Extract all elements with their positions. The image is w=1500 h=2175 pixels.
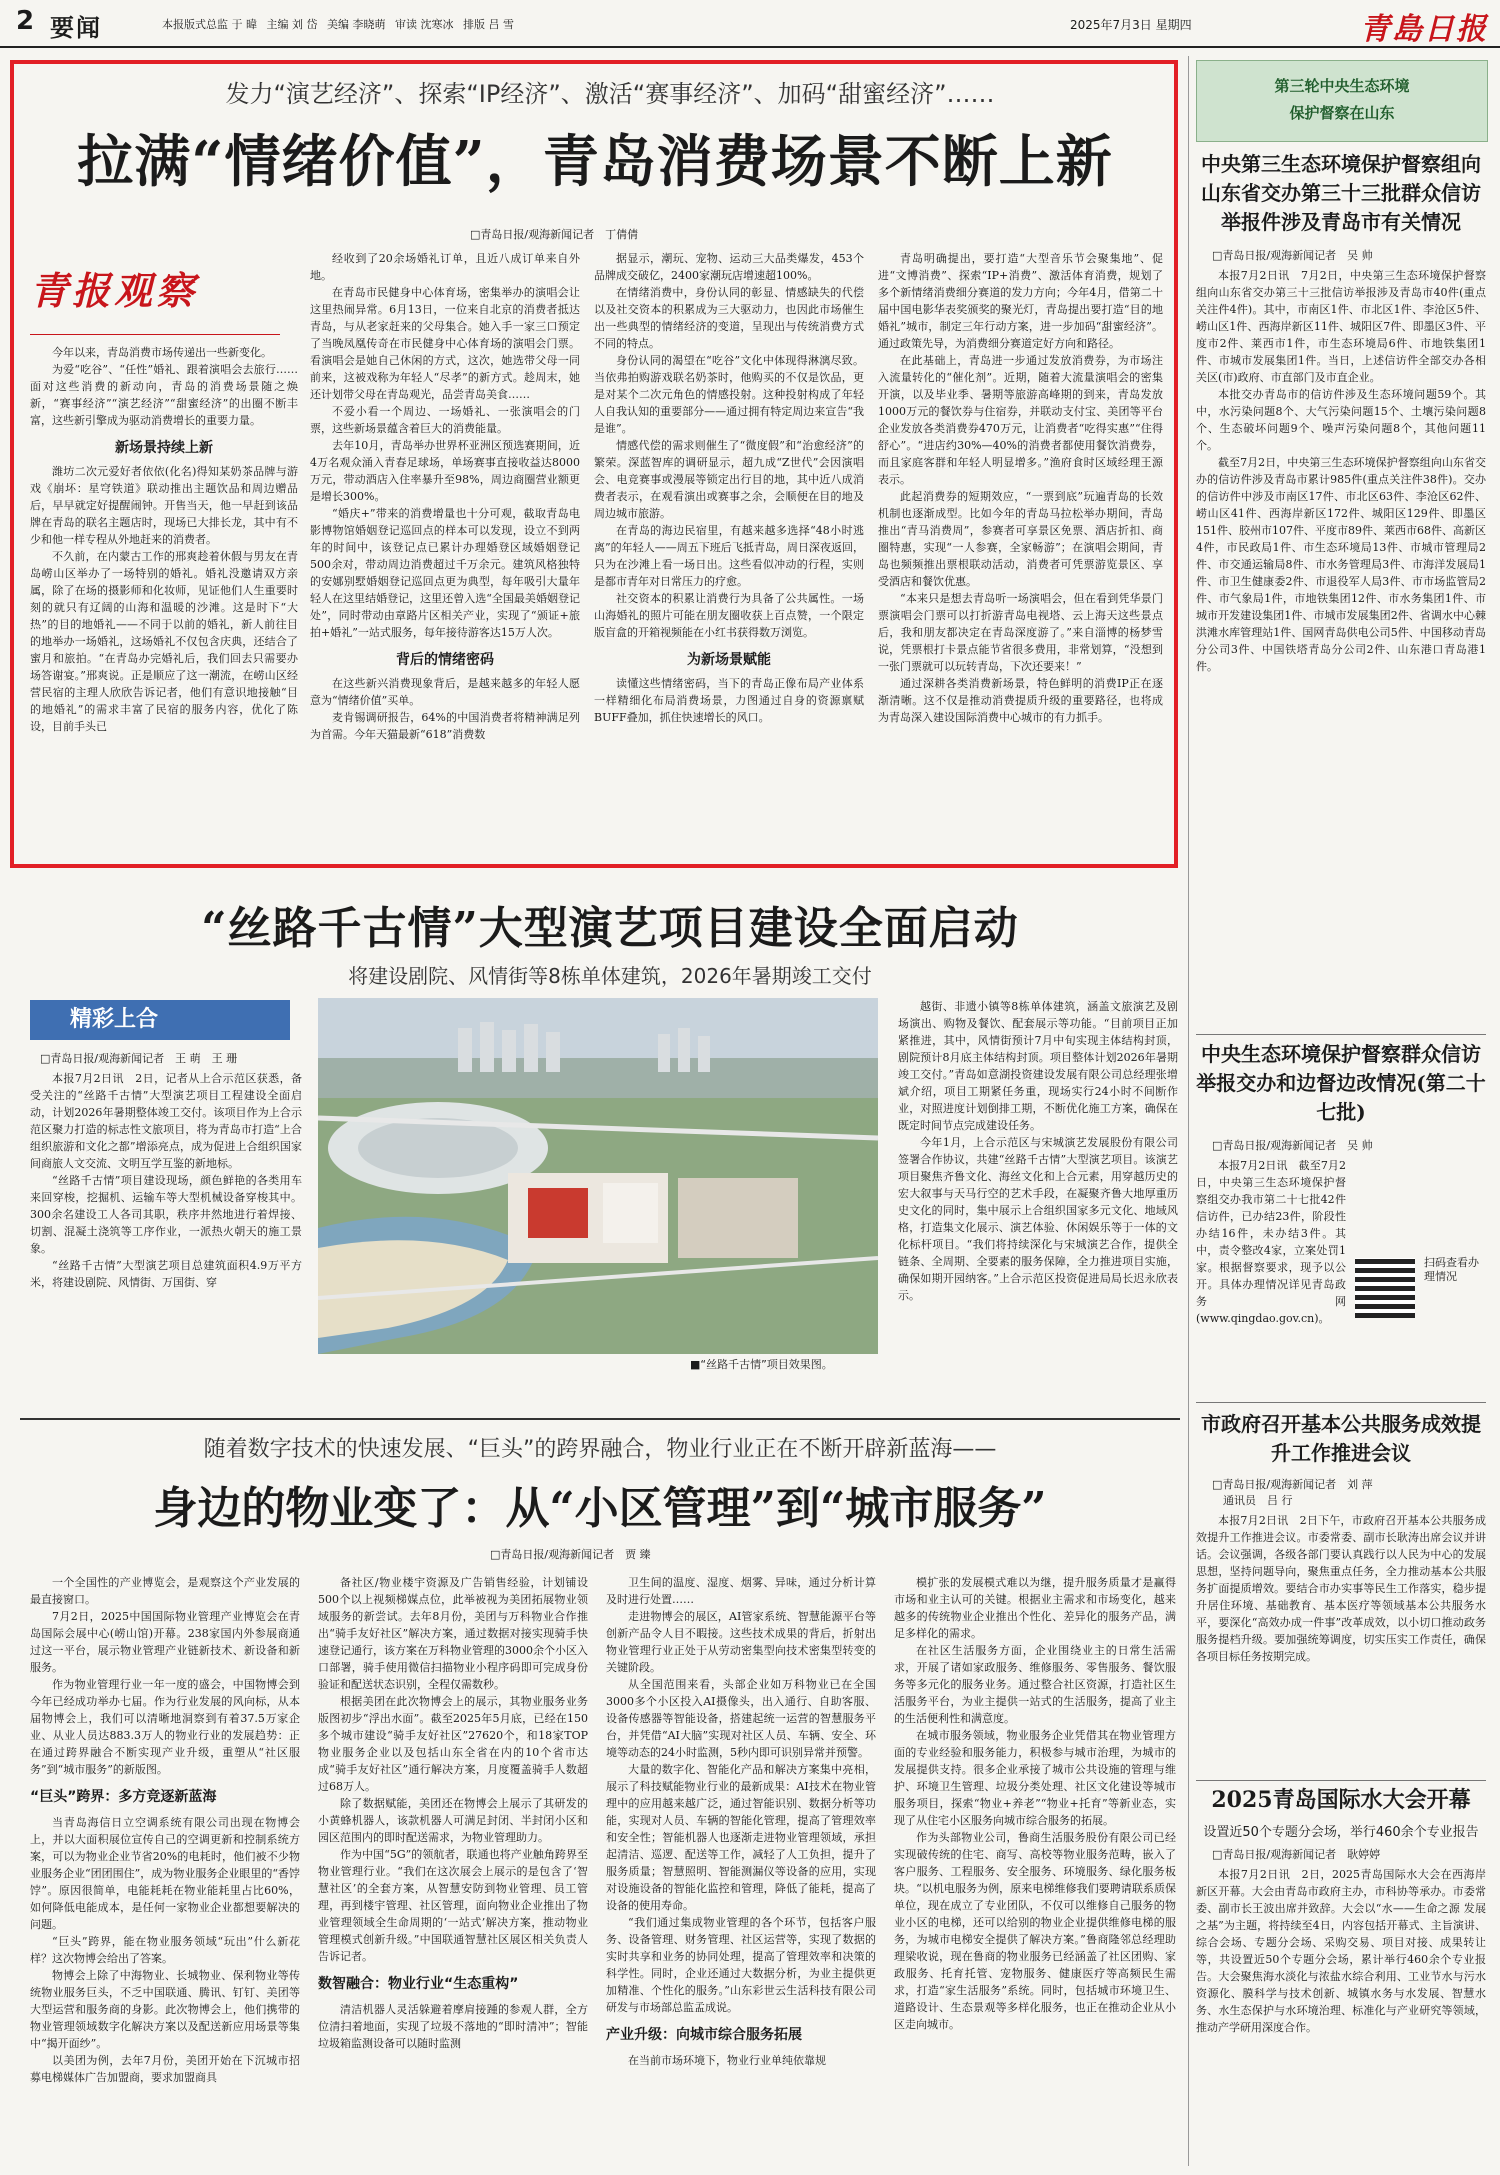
paragraph: 作为物业管理行业一年一度的盛会，中国物博会到今年已经成功举办七届。作为行业发展的风向标，从本届物博会上，我们可以清晰地洞察到有着37.5万家企业、从业人员达883.3万人的物业行业的发展趋势：正在通过跨界融合不断实现产业升级，重塑从“社区服务”到“城市服务”的新版图。 bbox=[30, 1678, 300, 1776]
lead-column-4 bbox=[878, 250, 1163, 726]
qr-code-icon[interactable] bbox=[1355, 1258, 1415, 1318]
paragraph: 今年以来，青岛消费市场传递出一些新变化。 bbox=[52, 346, 272, 359]
paragraph: 在这些新兴消费现象背后，是越来越多的年轻人愿意为“情绪价值”买单。 bbox=[310, 677, 580, 707]
issue-date: 2025年7月3日 星期四 bbox=[1070, 18, 1192, 32]
paragraph: 在当前市场环境下，物业行业单纯依靠规 bbox=[628, 2054, 826, 2067]
story3-column-2 bbox=[318, 1574, 588, 2052]
story2-byline: □青岛日报/观海新闻记者 王 萌 王 珊 bbox=[40, 1052, 238, 1065]
paragraph: 截至7月2日，中央第三生态环境保护督察组向山东省交办的信访件涉及青岛市累计985件(重点关注件38件)。交办的信访件中涉及市南区17件、市北区63件、李沧区62件、崂山区41件、西海岸新区172件、城阳区129件、即墨区151件、胶州市107件、平度市89件、莱西市68件、高新区4件，市民政局1件、市生态环境局13件、市城市管理局2件、市交通运输局8件、市水务管理局3件、市海洋发展局1件、市卫生健康委2件、市退役军人局3件、市市场监管局2件、市气象局1件，市地铁集团12件、市水务集团1件、市城市开发建设集团1件、市城市发展集团2件、省调水中心棘洪滩水库管理站1件、国网青岛供电公司5件、中国移动青岛分公司3件、中国铁塔青岛分公司2件、山东港口青岛港1件。 bbox=[1196, 456, 1486, 673]
paragraph: 大量的数字化、智能化产品和解决方案集中亮相，展示了科技赋能物业行业的最新成果：AI技术在物业管理中的应用越来越广泛，通过智能识别、数据分析等功能，实现对人员、车辆的智能化管理，提高了管理效率和安全性；智能机器人也逐渐走进物业管理领域，承担起清洁、巡逻、配送等工作，减轻了人工负担，提升了服务质量；智慧照明、智能测漏仪等设备的应用，实现对设施设备的智能化监控和管理，降低了能耗，提高了设备的使用寿命。 bbox=[606, 1763, 876, 1912]
paragraph: 据显示，潮玩、宠物、运动三大品类爆发，453个品牌成交破亿，2400家潮玩店增速超100%。 bbox=[594, 252, 864, 282]
paragraph: 本报7月2日讯 2日下午，市政府召开基本公共服务成效提升工作推进会议。市委常委、副市长耿涛出席会议并讲话。会议强调，各级各部门要认真践行以人民为中心的发展思想，坚持问题导向，聚焦重点任务，全力推动基本公共服务扩面提质增效。要结合市办实事等民生工作落实，稳步提升居住环境、基础教育、基本医疗等领域基本公共服务水平，要深化“高效办成一件事”改革成效，以小切口推动政务服务提档升级。要加强统筹调度，切实压实工作责任，确保各项目标任务按期完成。 bbox=[1196, 1514, 1486, 1663]
paragraph: “巨头”跨界，能在物业服务领域“玩出”什么新花样？这次物博会给出了答案。 bbox=[30, 1935, 300, 1965]
paragraph: 7月2日，2025中国国际物业管理产业博览会在青岛国际会展中心(崂山馆)开幕。238家国内外参展商通过这一平台，展示物业管理产业链新技术、新设备和新服务。 bbox=[30, 1610, 300, 1674]
banner-line: 保护督察在山东 bbox=[1289, 104, 1395, 122]
paragraph: 身份认同的渴望在“吃谷”文化中体现得淋漓尽致。当依弗拍购游戏联名奶茶时，他购买的不仅是饮品，更是对某个二次元角色的情感投射。这种投射构成了年轻人自我认知的重要部分——通过拥有特定周边来宣告“我是谁”。 bbox=[594, 354, 864, 435]
paragraph: “本来只是想去青岛听一场演唱会，但在看到凭华景门票演唱会门票可以打折游青岛电视塔、云上海天这些景点后，我和朋友都决定在青岛深度游了。”来自淄博的杨梦雪说，凭票根打卡景点能节省很多费用，非常划算，“没想到一张门票就可以玩转青岛，下次还要来！” bbox=[878, 592, 1163, 673]
story3-kicker: 随着数字技术的快速发展、“巨头”的跨界融合，物业行业正在不断开辟新蓝海—— bbox=[203, 1437, 997, 1462]
sidebar-subtitle: 设置近50个专题分会场，举行460余个专业报告 bbox=[1203, 1825, 1479, 1840]
paragraph: 不久前，在内蒙古工作的邢爽趁着休假与男友在青岛崂山区举办了一场特别的婚礼。婚礼没邀请双方亲属，除了在场的摄影师和化妆师，见证他们人生重要时刻的就只有辽阔的山海和温暖的沙滩。这是时下“大热”的目的地婚礼——不同于以前的婚礼，新人前往目的地举办一场婚礼，这场婚礼不仅包含庆典，还结合了蜜月和旅拍。“在青岛办完婚礼后，我们回去只需要办场答谢宴。”邢爽说。正是顺应了这一潮流，在崂山区经营民宿的主理人欣欣告诉记者，他们有意识地接触“目的地婚礼”的需求丰富了民宿的服务内容，优化了陈设，目前手头已 bbox=[30, 550, 298, 733]
sidebar-byline: □青岛日报/观海新闻记者 耿婷婷 bbox=[1212, 1848, 1381, 1861]
story3-headline: 身边的物业变了：从“小区管理”到“城市服务” bbox=[153, 1483, 1047, 1534]
paragraph: 从全国范围来看，头部企业如万科物业已在全国3000多个小区投入AI摄像头，出入通行、自助客服、设备传感器等智能设备，搭建起统一运营的智慧服务平台，并凭借“AI大脑”实现对社区人员、车辆、安全、环境等动态的24小时监测，5秒内即可识别异常并预警。 bbox=[606, 1678, 876, 1759]
sidebar-headline: 市政府召开基本公共服务成效提升工作推进会议 bbox=[1201, 1412, 1481, 1465]
paragraph: 麦肯锡调研报告，64%的中国消费者将精神满足列为首需。今年天猫最新“618”消费数 bbox=[310, 711, 580, 741]
lead-kicker: 发力“演艺经济”、探索“IP经济”、激活“赛事经济”、加码“甜蜜经济”…… bbox=[225, 80, 995, 108]
paragraph: 青岛明确提出，要打造“大型音乐节会聚集地”、促进“文博消费”、探索“IP+消费”、激活体育消费，规划了多个新情绪消费细分赛道的发力方向；今年4月，借第二十届中国电影华表奖颁奖的聚光灯，青岛提出要打造“目的地婚礼”城市，制定三年行动方案，进一步加码“甜蜜经济”。通过政策先导，为消费细分赛道定好方向和路径。 bbox=[878, 252, 1163, 350]
lead-byline: □青岛日报/观海新闻记者 丁倩倩 bbox=[470, 228, 639, 241]
paragraph: 为爱“吃谷”、“任性”婚礼、跟着演唱会去旅行……面对这些消费的新动向，青岛的消费场景随之焕新，“赛事经济”“演艺经济”“甜蜜经济”的出圈不断丰富，这些新引擎成为驱动消费增长的重要力量。 bbox=[30, 363, 298, 427]
lead-column-1 bbox=[30, 344, 298, 735]
sidebar-story-4 bbox=[1196, 1786, 1486, 2036]
sidebar-byline: □青岛日报/观海新闻记者 刘 萍 通讯员 吕 行 bbox=[1212, 1478, 1373, 1507]
story3-column-4 bbox=[894, 1574, 1176, 2033]
paragraph: 本报7月2日讯 2日，2025青岛国际水大会在西海岸新区开幕。大会由青岛市政府主办，市科协等承办。市委常委、副市长王波出席并致辞。大会以“水——生命之源 发展之基”为主题，将持续至4日，内容包括开幕式、主旨演讲、综合会场、专题分会场、采购交易、项目对接、成果转让等，共设置近50个专题分会场，累计举行460余个专业报告。大会聚焦海水淡化与浓盐水综合利用、工业节水与污水资源化、膜科学与技术创新、城镇水务与水发展、智慧水务、水生态保护与水环境治理、标准化与产业研究等领域，推动产学研用深度合作。 bbox=[1196, 1868, 1486, 2034]
divider bbox=[1196, 1402, 1486, 1403]
sidebar-story-3 bbox=[1196, 1410, 1486, 1665]
story2-subtitle: 将建设剧院、风情街等8栋单体建筑，2026年暑期竣工交付 bbox=[348, 964, 872, 988]
subheading: 为新场景赋能 bbox=[687, 652, 771, 668]
paragraph: 走进物博会的展区，AI管家系统、智慧能源平台等创新产品令人目不暇接。这些技术成果的背后，折射出物业管理行业正处于从劳动密集型向技术密集型转变的关键阶段。 bbox=[606, 1610, 876, 1674]
paragraph: 一个全国性的产业博览会，是观察这个产业发展的最直接窗口。 bbox=[30, 1576, 300, 1606]
newspaper-logo: 青島日报 bbox=[1360, 12, 1488, 47]
divider bbox=[20, 1418, 1180, 1420]
paragraph: 备社区/物业楼宇资源及广告销售经验，计划铺设500个以上视频梯媒点位，此举被视为美团拓展物业领域服务的新尝试。去年8月份，美团与万科物业合作推出“骑手友好社区”解决方案，通过数据对接实现骑手快速登记通行，该方案在万科物业管理的3000余个小区入口部署，骑手使用微信扫描物业小程序码即可完成身份验证和配送状态识别，全程仅需数秒。 bbox=[318, 1576, 588, 1691]
editorial-credits bbox=[162, 16, 520, 32]
banner-line: 第三轮中央生态环境 bbox=[1274, 77, 1410, 95]
sidebar-banner bbox=[1196, 60, 1488, 142]
credit-item: 主编 刘 岱 bbox=[266, 18, 318, 31]
sidebar-story-1 bbox=[1196, 150, 1486, 675]
paragraph: “我们通过集成物业管理的各个环节，包括客户服务、设备管理、财务管理、社区运营等，实现了数据的实时共享和业务的协同处理，提高了管理效率和决策的科学性。同时，企业还通过大数据分析，为业主提供更加精准、个性化的服务。”山东彩世云生活科技有限公司研发与市场部总监孟成说。 bbox=[606, 1916, 876, 2014]
paragraph: 社交资本的积累让消费行为具备了公共属性。一场山海婚礼的照片可能在朋友圈收获上百点赞，一个限定版盲盒的开箱视频能在小红书获得数万浏览。 bbox=[594, 592, 864, 639]
divider bbox=[1196, 1034, 1486, 1035]
paragraph: 以美团为例，去年7月份，美团开始在下沉城市招募电梯媒体广告加盟商，要求加盟商具 bbox=[30, 2054, 300, 2084]
story2-headline: “丝路千古情”大型演艺项目建设全面启动 bbox=[201, 903, 1019, 954]
paragraph: 在青岛市民健身中心体育场，密集举办的演唱会让这里热闹异常。6月13日，一位来自北京的消费者抵达青岛，与从老家赶来的父母集合。她入手一家三口预定了当晚凤凰传奇在市民健身中心体育场的演唱会门票。看演唱会是她自己休闲的方式，这次，她选带父母一同前来，这被戏称为年轻人“尽孝”的新方式。趁周末，她还计划带父母在青岛观光，品尝青岛美食…… bbox=[310, 286, 580, 401]
story3-column-3 bbox=[606, 1574, 876, 2069]
story2-right-column bbox=[898, 998, 1178, 1304]
credit-item: 审读 沈寒冰 bbox=[395, 18, 454, 31]
paragraph: 在城市服务领域，物业服务企业凭借其在物业管理方面的专业经验和服务能力，积极参与城市治理，为城市的发展提供支持。很多企业承接了城市公共设施的管理与维护、环境卫生管理、垃圾分类处理、社区文化建设等城市服务项目，探索“物业+养老”“物业+托育”等新业态，实现了从住宅小区服务向城市综合服务的拓展。 bbox=[894, 1729, 1176, 1827]
column-tag: 精彩上合 bbox=[30, 1000, 290, 1040]
credit-item: 本报版式总监 于 暐 bbox=[162, 18, 257, 31]
paragraph: 在此基础上，青岛进一步通过发放消费券，为市场注入流量转化的“催化剂”。近期，随着大流量演唱会的密集开演，以及毕业季、暑期等旅游高峰期的到来，青岛发放1000万元的餐饮券与住宿券，并联动支付宝、美团等平台企业发放各类消费券470万元，让消费者“吃得实惠”“住得舒心”。“进店约30%—40%的消费者都使用餐饮消费券，而且家庭客群和年轻人明显增多。”渔府食时区域经理王源表示。 bbox=[878, 354, 1163, 486]
paragraph: 作为中国“5G”的领航者，联通也将产业触角跨界至物业管理行业。“我们在这次展会上展示的是包含了‘智慧社区’的全套方案，从智慧安防到物业管理、员工管理，再到楼宇管理、社区管理，面向物业企业推出了物业管理领域全生命周期的‘一站式’解决方案，推动物业管理模式创新升级。”中国联通智慧社区展区相关负责人告诉记者。 bbox=[318, 1848, 588, 1963]
paragraph: 潍坊二次元爱好者依依(化名)得知某奶茶品牌与游戏《崩坏：星穹铁道》联动推出主题饮品和周边赠品后，早早就定好提醒闹钟。开售当天，他一早赶到该品牌在青岛的联名主题店时，现场已大排长龙，其中有不少和他一样专程从外地赶来的消费者。 bbox=[30, 465, 298, 546]
lead-headline: 拉满“情绪价值”，青岛消费场景不断上新 bbox=[77, 129, 1113, 195]
sidebar-headline: 中央生态环境保护督察群众信访举报交办和边督边改情况(第二十七批) bbox=[1196, 1042, 1486, 1124]
paragraph: “丝路千古情”项目建设现场，颜色鲜艳的各类用车来回穿梭，挖掘机、运输车等大型机械设备穿梭其中。300余名建设工人各司其职，秩序井然地进行着焊接、切割、混凝土浇筑等工序作业，一派热火朝天的施工景象。 bbox=[30, 1174, 302, 1255]
story3-byline: □青岛日报/观海新闻记者 贾 臻 bbox=[490, 1548, 651, 1561]
project-rendering-photo bbox=[318, 998, 878, 1354]
paragraph: 在情绪消费中，身份认同的彰显、情感缺失的代偿以及社交资本的积累成为三大驱动力，也因此市场催生出一些典型的情绪经济的变道，呈现出与传统消费方式不同的特点。 bbox=[594, 286, 864, 350]
story3-column-1 bbox=[30, 1574, 300, 2086]
paragraph: 根据美团在此次物博会上的展示，其物业服务业务版图初步“浮出水面”。截至2025年5月底，已经在150多个城市建设“骑手友好社区”27620个，和18家TOP物业服务企业以及包括山东全省在内的10个省市达成“骑手友好社区”通行解决方案，月度覆盖骑手人数超过68万人。 bbox=[318, 1695, 588, 1793]
story2-left-column bbox=[30, 1050, 302, 1291]
paragraph: 情感代偿的需求则催生了“微度假”和“治愈经济”的繁荣。深蓝智库的调研显示，超九成“Z世代”会因演唱会、电竞赛事或漫展等锁定出行目的地，其中近八成消费者表示，在观看演出或赛事之余，会顺便在目的地及周边城市旅游。 bbox=[594, 439, 864, 520]
column-logo bbox=[30, 260, 280, 335]
paragraph: “婚庆+”带来的消费增量也十分可观，截取青岛电影博物馆婚姻登记巡回点的样本可以发现，设立不到两年的时间中，该登记点已累计办理婚登区域婚姻登记500余对，带动周边消费超过千万余元。建筑风格独特的安娜别墅婚姻登记巡回点更为典型，每年吸引大量年轻人在这里结婚登记，这里还曾入选“全国最美婚姻登记处”，同时带动由章路片区相关产业，实现了“颁证+旅拍+婚礼”一站式服务，每年接待游客达15万人次。 bbox=[310, 507, 580, 639]
lead-column-2 bbox=[310, 250, 580, 743]
paragraph: 去年10月，青岛举办世界杯亚洲区预选赛期间，近4万名观众涌入青春足球场，单场赛事直接收益达8000万元，带动酒店入住率暴升至98%，周边商圈营业额更是增长300%。 bbox=[310, 439, 580, 503]
paragraph: 作为头部物业公司，鲁商生活服务股份有限公司已经实现破传统的住宅、商写、高校等物业服务范畴，嵌入了客户服务、工程服务、安全服务、环境服务、绿化服务板块。“以机电服务为例，原来电梯维修我们要聘请联系质保单位，现在成立了专业团队，不仅可以维修自己服务的物业小区的电梯，还可以给别的物业企业提供维修电梯的服务，为城市电梯安全提供了解决方案。”鲁商隆邻总经理助理梁收说，现在鲁商的物业服务已经涵盖了社区团购、家政服务、托育托管、宠物服务、健康医疗等高频民生需求，打造“家生活服务”系统。同时，包括城市环境卫生、道路设计、生态景观等多样化服务，也正在推动企业从小区走向城市。 bbox=[894, 1831, 1176, 2031]
sidebar-headline: 中央第三生态环境保护督察组向山东省交办第三十三批群众信访举报件涉及青岛市有关情况 bbox=[1201, 152, 1481, 234]
paragraph: 本报7月2日讯 截至7月2日，中央第三生态环境保护督察组交办我市第二十七批42件信访件，已办结23件，阶段性办结16件，未办结3件。其中，责令整改4家，立案处罚1家。根据督察要求，现予以公开。具体办理情况详见青岛政务网(www.qingdao.gov.cn)。 bbox=[1196, 1159, 1346, 1325]
paragraph: 读懂这些情绪密码，当下的青岛正像布局产业体系一样精细化布局消费场景，力图通过自身的资源禀赋BUFF叠加，抓住快速增长的风口。 bbox=[594, 677, 864, 724]
paragraph: 在社区生活服务方面，企业围绕业主的日常生活需求，开展了诸如家政服务、维修服务、零售服务、餐饮服务等多元化的服务业务。通过整合社区资源，打造社区生活服务平台，为业主提供一站式的生活服务，提高了业主的生活便利性和满意度。 bbox=[894, 1644, 1176, 1725]
sidebar-byline: □青岛日报/观海新闻记者 吴 帅 bbox=[1212, 249, 1373, 262]
page-number: 2 bbox=[16, 6, 35, 36]
paragraph: 通过深耕各类消费新场景，特色鲜明的消费IP正在逐渐清晰。这不仅是推动消费提质升级的重要路径，也将成为青岛深入建设国际消费中心城市的有力抓手。 bbox=[878, 677, 1163, 724]
paragraph: 本报7月2日讯 7月2日，中央第三生态环境保护督察组向山东省交办第三十三批信访举报涉及青岛市40件(重点关注件4件)。其中，市南区1件、市北区1件、李沧区5件、崂山区1件、西海岸新区11件、城阳区7件、即墨区3件、平度市2件、莱西市1件，市生态环境局6件、市地铁集团1件、市城市发展集团1件。当日，上述信访件全部交办各相关区(市)政府、市直部门及市直企业。 bbox=[1196, 269, 1486, 384]
subheading: 背后的情绪密码 bbox=[396, 652, 494, 668]
credit-item: 排版 吕 雪 bbox=[463, 18, 514, 31]
column-logo-text: 青报观察 bbox=[30, 268, 199, 313]
paragraph: 本报7月2日讯 2日，记者从上合示范区获悉，备受关注的“丝路千古情”大型演艺项目工程建设全面启动，计划2026年暑期整体竣工交付。该项目作为上合示范区聚力打造的标志性文旅项目，将为青岛市打造“上合组织旅游和文化之都”增添亮点，成为促进上合组织国家间商旅人文交流、文明互学互鉴的新地标。 bbox=[30, 1072, 302, 1170]
subheading: “巨头”跨界：多方竞逐新蓝海 bbox=[30, 1789, 217, 1805]
paragraph: 不爱小看一个周边、一场婚礼、一张演唱会的门票，这些新场景蕴含着巨大的消费能量。 bbox=[310, 405, 580, 435]
qr-label: 扫码查看办理情况 bbox=[1424, 1256, 1479, 1283]
paragraph: 本批交办青岛市的信访件涉及生态环境问题59个。其中，水污染问题8个、大气污染问题15个、土壤污染问题8个、生态破坏问题9个、噪声污染问题8个，其他问题11个。 bbox=[1196, 388, 1486, 452]
subheading: 数智融合：物业行业“生态重构” bbox=[318, 1976, 519, 1992]
paragraph: 除了数据赋能，美团还在物博会上展示了其研发的小黄蜂机器人，该款机器人可满足封闭、半封闭小区和园区范围内的即时配送需求，为物业管理助力。 bbox=[318, 1797, 588, 1844]
paragraph: 模扩张的发展模式难以为继，提升服务质量才是赢得市场和业主认可的关键。根据业主需求和市场变化，越来越多的传统物业企业推出个性化、差异化的服务产品，满足多样化的需求。 bbox=[894, 1576, 1176, 1640]
paragraph: 清洁机器人灵活躲避着摩肩接踵的参观人群，全方位清扫着地面，实现了垃圾不落地的“即时清冲”；智能垃圾箱监测设备可以随时监测 bbox=[318, 2003, 588, 2050]
paragraph: 物博会上除了中海物业、长城物业、保利物业等传统物业服务巨头，不乏中国联通、腾讯、钉钉、美团等大型运营和服务商的身影。此次物博会上，他们携带的物业管理领域数字化解决方案以及配送新应用场景等集中“揭开面纱”。 bbox=[30, 1969, 300, 2050]
sidebar-divider bbox=[1188, 56, 1189, 2166]
paragraph: 经收到了20余场婚礼订单，且近八成订单来自外地。 bbox=[310, 252, 580, 282]
divider bbox=[1196, 1780, 1486, 1781]
lead-column-3 bbox=[594, 250, 864, 726]
paragraph: 在青岛的海边民宿里，有越来越多选择“48小时逃离”的年轻人——周五下班后飞抵青岛，周日深夜返回，只为在沙滩上看一场日出。这些看似冲动的行程，实则是都市青年对日常压力的疗愈。 bbox=[594, 524, 864, 588]
section-name: 要闻 bbox=[50, 14, 102, 42]
aerial-city-illustration bbox=[318, 998, 878, 1354]
paragraph: 越街、非遗小镇等8栋单体建筑，涵盖文旅演艺及剧场演出、购物及餐饮、配套展示等功能。“目前项目正加紧推进，其中，风情街预计7月中旬实现主体结构封顶，剧院预计8月底主体结构封顶。项目整体计划2026年暑期竣工交付。”青岛如意湖投资建设发展有限公司总经理张增斌介绍，项目工期紧任务重，现场实行24小时不间断作业，对照进度计划倒排工期，不断优化施工方案，确保在既定时间节点完成建设任务。 bbox=[898, 1000, 1178, 1132]
paragraph: 当青岛海信日立空调系统有限公司出现在物博会上，并以大面积展位宣传自己的空调更新和控制系统方案，可以为物业企业节省20%的电耗时，他们被不少物业服务企业“团团围住”，成为物业服务企业眼里的“香饽饽”。原因很简单，电能耗耗在物业能耗里占比60%，如何降低电能成本，是任何一家物业企业都想要解决的问题。 bbox=[30, 1816, 300, 1931]
paragraph: 今年1月，上合示范区与宋城演艺发展股份有限公司签署合作协议，共建“丝路千古情”大型演艺项目。该演艺项目聚焦齐鲁文化、海丝文化和上合元素，用穿越历史的宏大叙事与天马行空的艺术手段，在凝聚齐鲁大地厚重历史文化的同时，集中展示上合组织国家多元文化、地域风格，打造集文化展示、演艺体验、休闲娱乐等于一体的文化标杆项目。“我们将持续深化与宋城演艺合作，提供全链条、全周期、全要素的服务保障，全力推进项目实施，确保如期开园纳客。”上合示范区投资促进局局长迟永欣表示。 bbox=[898, 1136, 1178, 1302]
photo-caption: ■“丝路千古情”项目效果图。 bbox=[690, 1358, 833, 1371]
sidebar-byline: □青岛日报/观海新闻记者 吴 帅 bbox=[1212, 1139, 1373, 1152]
paragraph: “丝路千古情”大型演艺项目总建筑面积4.9万平方米，将建设剧院、风情街、万国街、穿 bbox=[30, 1259, 302, 1289]
sidebar-headline: 2025青岛国际水大会开幕 bbox=[1211, 1787, 1471, 1813]
subheading: 新场景持续上新 bbox=[115, 440, 213, 456]
credit-item: 美编 李晓萌 bbox=[327, 18, 386, 31]
subheading: 产业升级：向城市综合服务拓展 bbox=[606, 2027, 802, 2043]
paragraph: 卫生间的温度、湿度、烟雾、异味，通过分析计算及时进行处置…… bbox=[606, 1576, 876, 1606]
paragraph: 此起消费券的短期效应，“一票到底”玩遍青岛的长效机制也逐渐成型。比如今年的青岛马拉松举办期间，青岛推出“青马消费周”，参赛者可享景区免票、酒店折扣、商圈特惠，实现“一人参赛，全家畅游”；在演唱会期间，青岛也频频推出票根联动活动，消费者可凭票游览景区、享受酒店和餐饮优惠。 bbox=[878, 490, 1163, 588]
